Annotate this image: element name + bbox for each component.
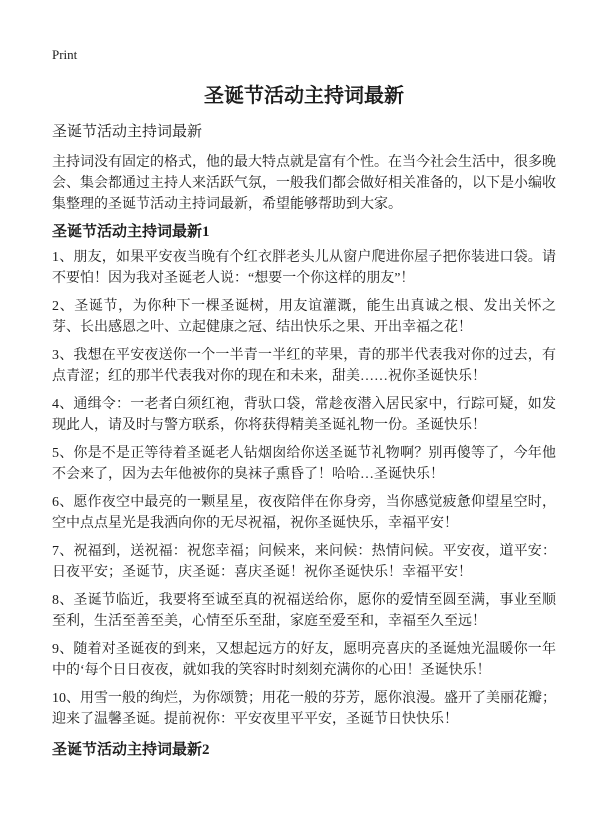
list-item-8: 8、圣诞节临近，我要将至诚至真的祝福送给你，愿你的爱情至圆至满，事业至顺至利，生活至善至美，心情至乐至甜，家庭至爱至和，幸福至久至远！ xyxy=(52,593,556,629)
print-link[interactable]: Print xyxy=(52,47,78,62)
list-item-9: 9、随着对圣诞夜的到来，又想起远方的好友，愿明亮喜庆的圣诞烛光温暖你一年中的‘每个日日夜夜，就如我的笑容时时刻刻充满你的心田！圣诞快乐！ xyxy=(52,642,556,678)
list-item-6: 6、愿作夜空中最亮的一颗星星，夜夜陪伴在你身旁，当你感觉疲惫仰望星空时，空中点点星光是我洒向你的无尽祝福，祝你圣诞快乐，幸福平安！ xyxy=(52,495,556,531)
list-item-2: 2、圣诞节，为你种下一棵圣诞树，用友谊灌溉，能生出真诚之根、发出关怀之芽、长出感恩之叶、立起健康之冠、结出快乐之果、开出幸福之花！ xyxy=(52,299,556,335)
list-item-10: 10、用雪一般的绚烂，为你颂赞；用花一般的芬芳，愿你浪漫。盛开了美丽花瓣；迎来了温馨圣诞。提前祝你：平安夜里平平安，圣诞节日快快乐！ xyxy=(52,691,556,727)
list-item-1: 1、朋友，如果平安夜当晚有个红衣胖老头儿从窗户爬进你屋子把你装进口袋。请不要怕！因为我对圣诞老人说：“想要一个你这样的朋友”！ xyxy=(52,250,556,286)
list-item-4: 4、通缉令：一老者白须红袍，背驮口袋，常趁夜潜入居民家中，行踪可疑，如发现此人，请及时与警方联系，你将获得精美圣诞礼物一份。圣诞快乐！ xyxy=(52,397,556,433)
page-title: 圣诞节活动主持词最新 xyxy=(204,85,404,107)
list-item-7: 7、祝福到，送祝福：祝您幸福；问候来，来问候：热情问候。平安夜，道平安：日夜平安；圣诞节，庆圣诞：喜庆圣诞！祝你圣诞快乐！幸福平安！ xyxy=(52,544,556,580)
section2-heading: 圣诞节活动主持词最新2 xyxy=(52,742,210,758)
article-subtitle: 圣诞节活动主持词最新 xyxy=(52,124,203,140)
intro-paragraph: 主持词没有固定的格式，他的最大特点就是富有个性。在当今社会生活中，很多晚会、集会都通过主持人来活跃气氛，一般我们都会做好相关准备的，以下是小编收集整理的圣诞节活动主持词最新，希望能够帮助到大家。 xyxy=(52,155,556,212)
list-item-3: 3、我想在平安夜送你一个一半青一半红的苹果，青的那半代表我对你的过去，有点青涩；红的那半代表我对你的现在和未来，甜美……祝你圣诞快乐！ xyxy=(52,348,556,384)
section1-heading: 圣诞节活动主持词最新1 xyxy=(52,224,210,240)
list-item-5: 5、你是不是正等待着圣诞老人钻烟囱给你送圣诞节礼物啊？别再傻等了，今年他不会来了，因为去年他被你的臭袜子熏昏了！哈哈…圣诞快乐！ xyxy=(52,446,556,482)
